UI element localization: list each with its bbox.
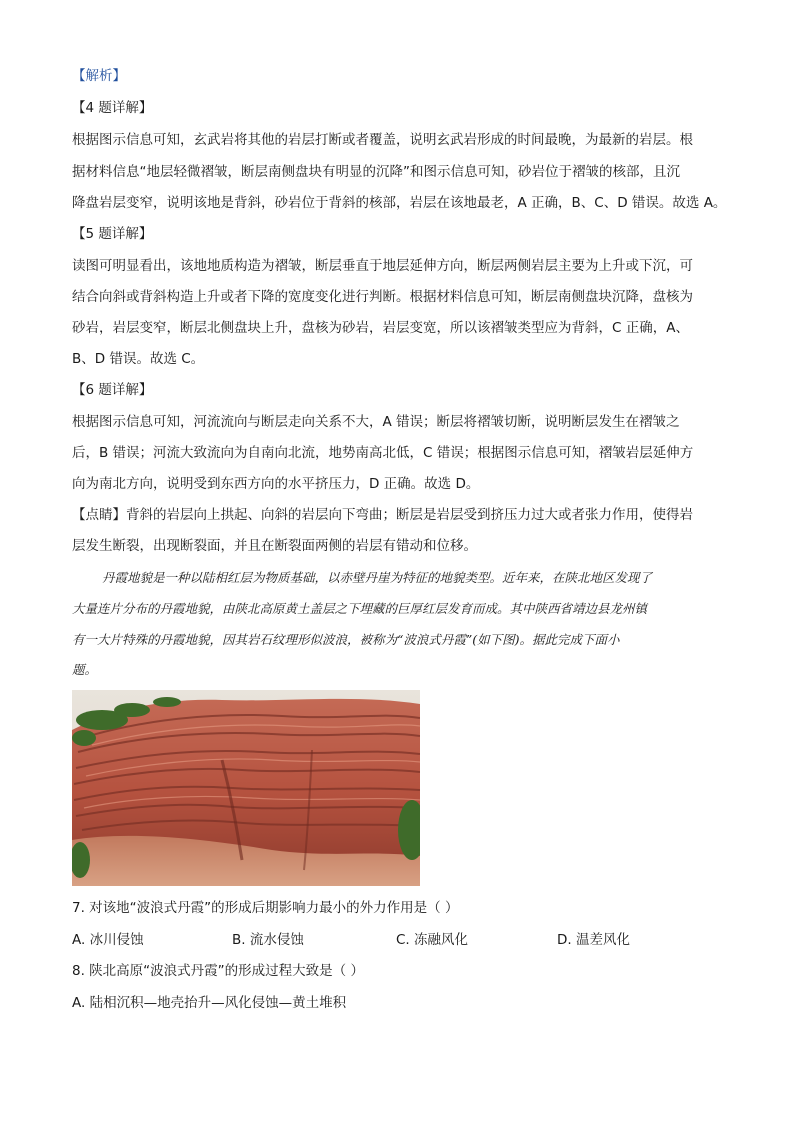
q6-heading: 【6 题详解】 <box>72 382 153 398</box>
q7-stem: 7. 对该地“波浪式丹霞”的形成后期影响力最小的外力作用是（ ） <box>72 900 459 916</box>
q5-heading: 【5 题详解】 <box>72 226 153 242</box>
q4-line: 据材料信息“地层轻微褶皱，断层南侧盘块有明显的沉降”和图示信息可知，砂岩位于褶皱的核部，且沉 <box>72 164 680 180</box>
q4-line: 降盘岩层变窄，说明该地是背斜，砂岩位于背斜的核部，岩层在该地最老，A 正确，B、C、D 错误。故选 A。 <box>72 195 727 211</box>
material-line: 大量连片分布的丹霞地貌，由陕北高原黄土盖层之下埋藏的巨厚红层发育而成。其中陕西省靖边县龙州镇 <box>72 601 648 616</box>
q6-line: 根据图示信息可知，河流流向与断层走向关系不大，A 错误；断层将褶皱切断，说明断层发生在褶皱之 <box>72 414 680 430</box>
q6-line: 后，B 错误；河流大致流向为自南向北流，地势南高北低，C 错误；根据图示信息可知，褶皱岩层延伸方 <box>72 445 694 461</box>
material-line: 题。 <box>72 662 98 677</box>
point-line: 层发生断裂，出现断裂面，并且在断裂面两侧的岩层有错动和位移。 <box>72 538 477 554</box>
q5-line: 结合向斜或背斜构造上升或者下降的宽度变化进行判断。根据材料信息可知，断层南侧盘块沉降，盘核为 <box>72 289 693 305</box>
q6-line: 向为南北方向，说明受到东西方向的水平挤压力，D 正确。故选 D。 <box>72 476 480 492</box>
q7-option-d[interactable]: D. 温差风化 <box>557 932 630 948</box>
q5-line: 砂岩，岩层变窄，断层北侧盘块上升，盘核为砂岩，岩层变宽，所以该褶皱类型应为背斜，C 正确，A、 <box>72 320 689 336</box>
material-line: 有一大片特殊的丹霞地貌，因其岩石纹理形似波浪，被称为“波浪式丹霞”(如下图)。据此完成下面小 <box>72 632 620 647</box>
analysis-label: 【解析】 <box>72 68 126 84</box>
q8-option-a[interactable]: A. 陆相沉积—地壳抬升—风化侵蚀—黄土堆积 <box>72 995 347 1011</box>
material-line: 丹霞地貌是一种以陆相红层为物质基础，以赤壁丹崖为特征的地貌类型。近年来，在陕北地区发现了 <box>102 570 653 585</box>
point-line: 【点睛】背斜的岩层向上拱起、向斜的岩层向下弯曲；断层是岩层受到挤压力过大或者张力作用，使得岩 <box>72 507 693 523</box>
q7-option-a[interactable]: A. 冰川侵蚀 <box>72 932 144 948</box>
q7-option-c[interactable]: C. 冻融风化 <box>396 932 469 948</box>
q7-option-b[interactable]: B. 流水侵蚀 <box>232 932 304 948</box>
q5-line: B、D 错误。故选 C。 <box>72 351 205 367</box>
q8-stem: 8. 陕北高原“波浪式丹霞”的形成过程大致是（ ） <box>72 963 364 979</box>
q4-heading: 【4 题详解】 <box>72 100 153 116</box>
q4-line: 根据图示信息可知，玄武岩将其他的岩层打断或者覆盖，说明玄武岩形成的时间最晚，为最新的岩层。根 <box>72 132 693 148</box>
q5-line: 读图可明显看出，该地地质构造为褶皱，断层垂直于地层延伸方向，断层两侧岩层主要为上升或下沉，可 <box>72 258 693 274</box>
wave-danxia-photo <box>72 690 420 886</box>
